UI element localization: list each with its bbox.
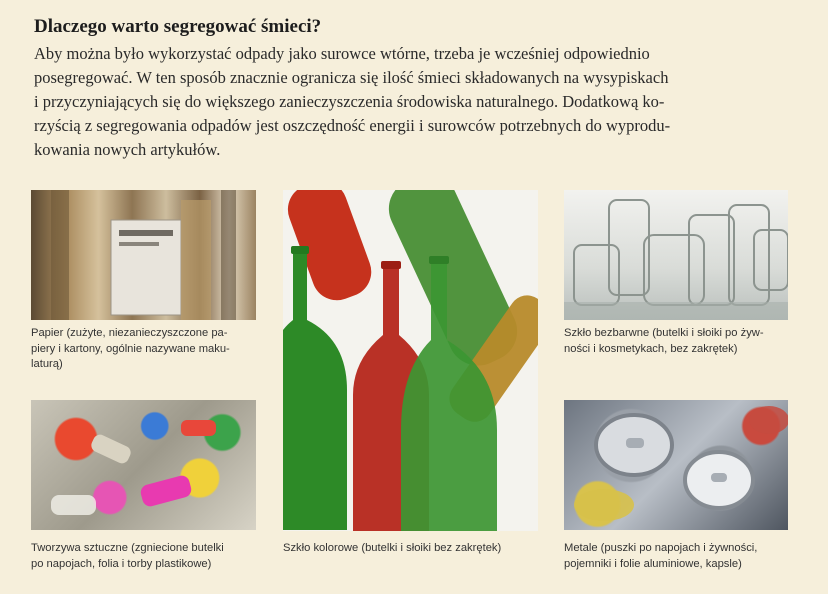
caption-metal: Metale (puszki po napojach i żywności, pojemniki i folie aluminiowe, kapsle) bbox=[564, 542, 758, 570]
caption-paper: Papier (zużyte, niezanieczyszczone pa- piery i kartony, ogólnie nazywane maku- laturą) bbox=[31, 327, 230, 370]
intro-paragraph bbox=[34, 42, 796, 162]
intro-line: i przyczyniających się do większego zanieczyszczenia środowiska naturalnego. Dodatkową ko- bbox=[34, 92, 665, 111]
caption-clear-glass: Szkło bezbarwne (butelki i słoiki po żyw- ności i kosmetykach, bez zakrętek) bbox=[564, 327, 764, 355]
plastic-illustration bbox=[31, 400, 256, 530]
cans-illustration bbox=[564, 400, 788, 530]
caption-plastic: Tworzywa sztuczne (zgniecione butelki po napojach, folia i torby plastikowe) bbox=[31, 542, 224, 570]
plastic-photo bbox=[31, 400, 256, 530]
intro-line: posegregować. W ten sposób znacznie ogranicza się ilość śmieci składowanych na wysypiskach bbox=[34, 68, 669, 87]
caption-colored-glass: Szkło kolorowe (butelki i słoiki bez zakrętek) bbox=[283, 542, 502, 554]
paper-photo bbox=[31, 190, 256, 320]
colored-bottles-illustration bbox=[283, 190, 538, 531]
colored-glass-photo bbox=[283, 190, 538, 531]
intro-line: kowania nowych artykułów. bbox=[34, 140, 221, 159]
intro-line: rzyścią z segregowania odpadów jest oszczędność energii i surowców potrzebnych do wyprodu- bbox=[34, 116, 671, 135]
metal-photo bbox=[564, 400, 788, 530]
page-title: Dlaczego warto segregować śmieci? bbox=[34, 16, 322, 37]
clear-glass-photo bbox=[564, 190, 788, 320]
intro-line: Aby można było wykorzystać odpady jako surowce wtórne, trzeba je wcześniej odpowiednio bbox=[34, 44, 650, 63]
clear-jars-illustration bbox=[564, 190, 788, 320]
paper-illustration bbox=[31, 190, 256, 320]
